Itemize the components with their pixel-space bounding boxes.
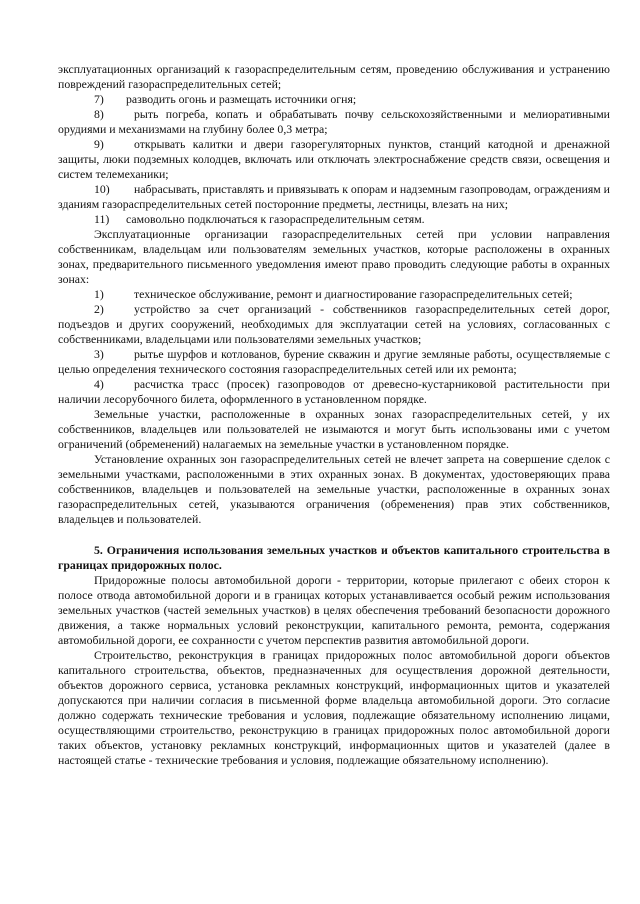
list-text: набрасывать, приставлять и привязывать к опорам и надземным газопроводам, ограждениям и зданиям газораспределительных сетей посторонние предметы, лестницы, влезать на них;: [58, 182, 610, 211]
paragraph-land-plots: Земельные участки, расположенные в охранных зонах газораспределительных сетей, у их собственников, владельцев или пользователей не изымаются и могут быть использованы ими с учетом ограничений (обременений) налагаемых на земельные участки в установленном порядке.: [58, 407, 610, 451]
list-text: расчистка трасс (просек) газопроводов от древесно-кустарниковой растительности при наличии лесорубочного билета, оформленного в установленном порядке.: [58, 377, 610, 406]
list-number: 11): [94, 212, 110, 226]
list-number: 2): [94, 302, 104, 316]
list-item-7: [58, 92, 610, 107]
list-text: рыть погреба, копать и обрабатывать почву сельскохозяйственными и мелиоративными орудиями и механизмами на глубину более 0,3 метра;: [58, 107, 610, 136]
paragraph-transactions: Установление охранных зон газораспределительных сетей не влечет запрета на совершение сделок с земельными участками, расположенными в этих охранных зонах. В документах, удостоверяющих права собственников, владельцев и пользователей на земельные участки, расположенные в охранных зонах газораспределительных сетей, указываются ограничения (обременения) прав этих собственников, владельцев и пользователей.: [58, 452, 610, 526]
work-item-3: [58, 347, 610, 377]
list-item-11: [58, 212, 610, 227]
document-page: [58, 62, 610, 768]
paragraph-roadside-definition: Придорожные полосы автомобильной дороги - территории, которые прилегают с обеих сторон к полосе отвода автомобильной дороги и в границах которых устанавливается особый режим использования земельных участков (частей земельных участков) в целях обеспечения требований безопасности дорожного движения, а также нормальных условий реконструкции, капитального ремонта, ремонта, содержания автомобильной дороги, ее сохранности с учетом перспектив развития автомобильной дороги.: [58, 573, 610, 647]
section-heading: 5. Ограничения использования земельных участков и объектов капитального строительства в границах придорожных полос.: [58, 543, 610, 572]
list-text: самовольно подключаться к газораспределительным сетям.: [126, 212, 425, 226]
paragraph-operators-rights: Эксплуатационные организации газораспределительных сетей при условии направления собственникам, владельцам или пользователям земельных участков, которые расположены в охранных зонах, предварительного письменного уведомления имеют право проводить следующие работы в охранных зонах:: [58, 227, 610, 286]
list-number: 9): [94, 137, 104, 151]
list-number: 3): [94, 347, 104, 361]
list-number: 1): [94, 287, 104, 301]
list-text: открывать калитки и двери газорегуляторных пунктов, станций катодной и дренажной защиты, люки подземных колодцев, включать или отключать электроснабжение средств связи, освещения и систем телемеханики;: [58, 137, 610, 181]
list-text: рытье шурфов и котлованов, бурение скважин и другие земляные работы, осуществляемые с целью определения технического состояния газораспределительных сетей или их ремонта;: [58, 347, 610, 376]
list-text: устройство за счет организаций - собственников газораспределительных сетей дорог, подъездов и других сооружений, необходимых для эксплуатации сетей на условиях, согласованных с собственниками, владельцами или пользователями земельных участков;: [58, 302, 610, 346]
list-number: 4): [94, 377, 104, 391]
list-item-8: [58, 107, 610, 137]
list-number: 8): [94, 107, 104, 121]
list-item-9: [58, 137, 610, 182]
list-text: техническое обслуживание, ремонт и диагностирование газораспределительных сетей;: [134, 287, 573, 301]
list-number: 10): [94, 182, 110, 196]
paragraph-roadside-construction: Строительство, реконструкция в границах придорожных полос автомобильной дороги объектов капитального строительства, объектов, предназначенных для осуществления дорожной деятельности, объектов дорожного сервиса, установка рекламных конструкций, информационных щитов и указателей допускаются при наличии согласия в письменной форме владельца автомобильной дороги. Это согласие должно содержать технические требования и условия, подлежащие обязательному исполнению лицами, осуществляющими строительство, реконструкцию в границах придорожных полос автомобильной дороги таких объектов, установку рекламных конструкций, информационных щитов и указателей (далее в настоящей статье - технические требования и условия, подлежащие обязательному исполнению).: [58, 648, 610, 767]
work-item-2: [58, 302, 610, 347]
work-item-1: [58, 287, 610, 302]
paragraph-continuation: эксплуатационных организаций к газораспределительным сетям, проведению обслуживания и устранению повреждений газораспределительных сетей;: [58, 62, 610, 91]
list-number: 7): [94, 92, 104, 106]
work-item-4: [58, 377, 610, 407]
list-text: разводить огонь и размещать источники огня;: [126, 92, 357, 106]
list-item-10: [58, 182, 610, 212]
